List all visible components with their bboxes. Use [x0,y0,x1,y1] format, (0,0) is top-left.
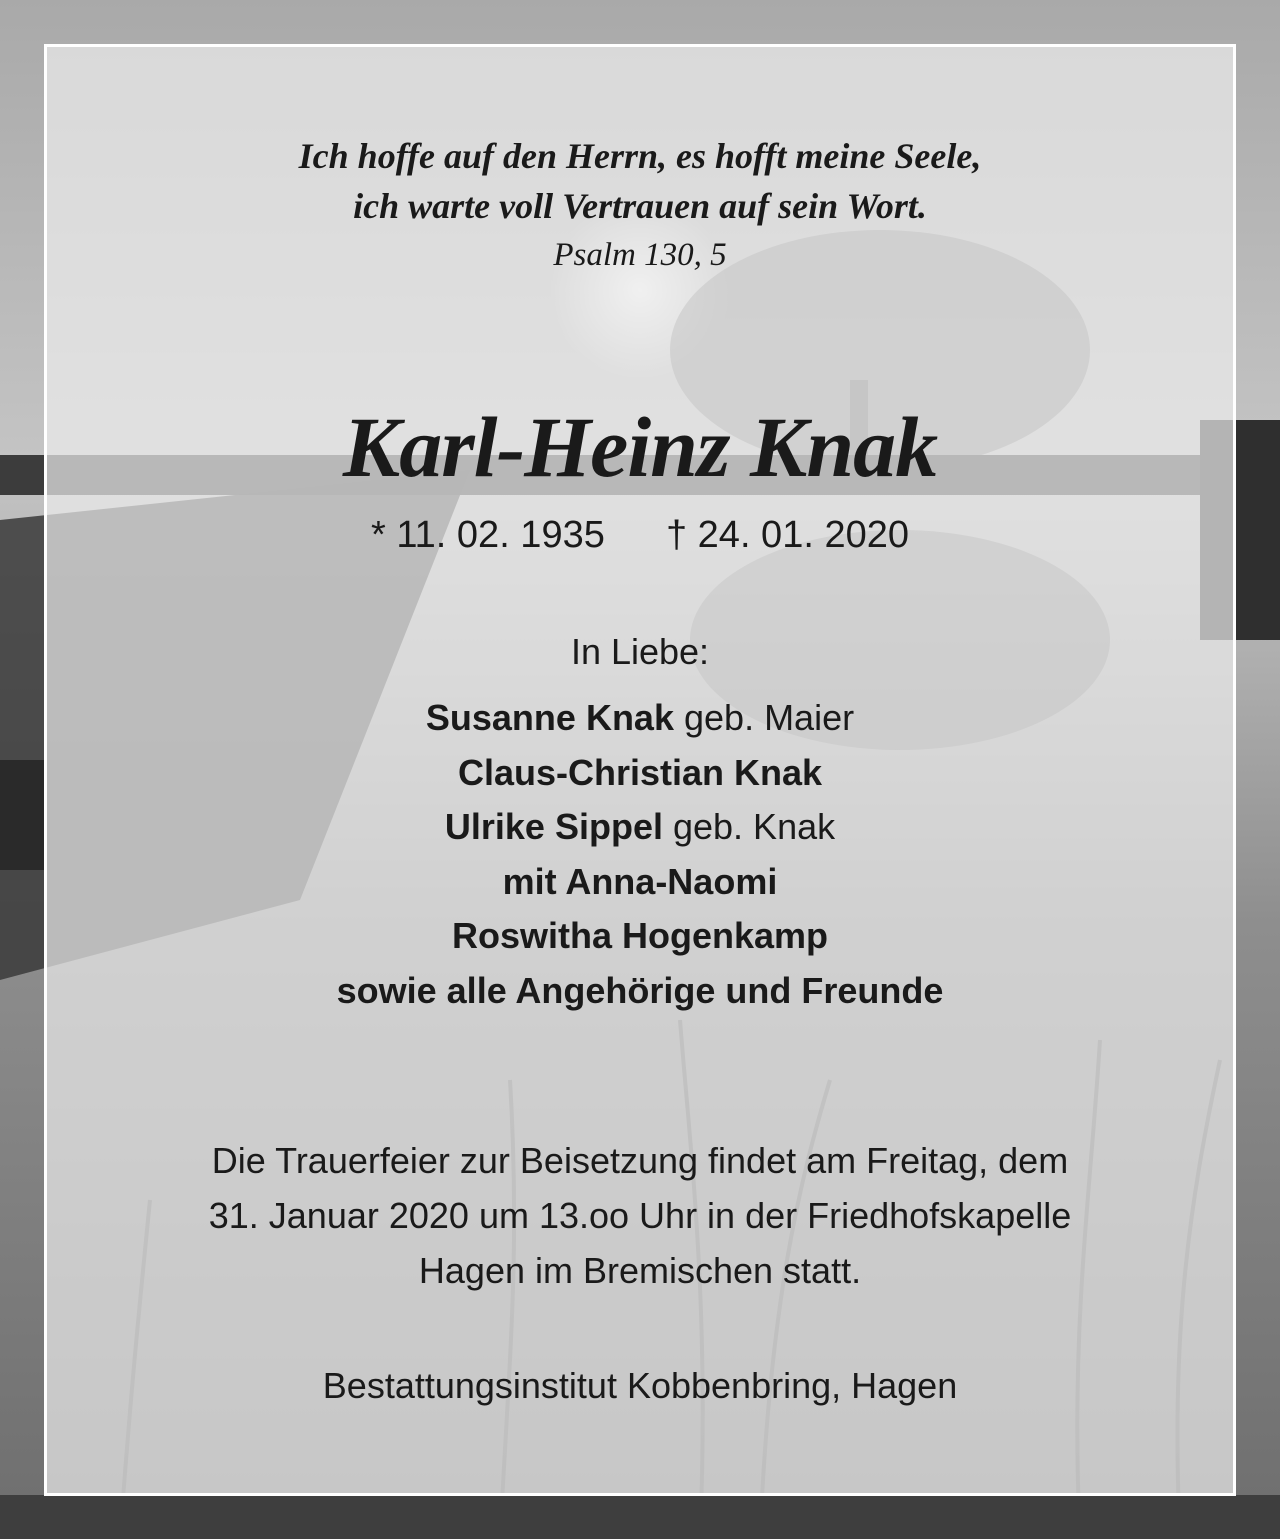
mourner-row [47,800,1233,855]
mourner-name: sowie alle Angehörige und Freunde [336,969,944,1011]
death-date: 24. 01. 2020 [697,514,909,556]
mourner-name: Susanne Knak [425,697,674,738]
obituary-panel [44,44,1236,1496]
mourner-suffix: geb. Maier [684,697,855,738]
verse-line-1: Ich hoffe auf den Herrn, es hofft meine Seele, [298,136,982,176]
deceased-name: Karl-Heinz Knak [342,399,938,495]
funeral-notice [47,1133,1233,1298]
mourner-row [47,909,1233,964]
born-symbol: * [371,514,386,556]
mourners-intro: In Liebe: [570,631,710,672]
mourner-suffix: geb. Knak [672,806,836,847]
mourner-row [47,964,1233,1019]
mourner-name: Ulrike Sippel [444,806,663,847]
mourner-row [47,746,1233,801]
notice-line-3: Hagen im Bremischen statt. [418,1250,862,1291]
mourner-name: Roswitha Hogenkamp [451,915,829,956]
mourners-list [47,691,1233,1018]
mourner-name: Claus-Christian Knak [457,751,823,793]
verse-reference: Psalm 130, 5 [553,237,727,273]
notice-line-2: 31. Januar 2020 um 13.oo Uhr in der Friedhofskapelle [208,1195,1072,1236]
verse-line-2: ich warte voll Vertrauen auf sein Wort. [353,186,927,226]
life-dates [47,512,1233,558]
mourner-row [47,855,1233,910]
birth-date: 11. 02. 1935 [396,514,605,556]
notice-line-1: Die Trauerfeier zur Beisetzung findet am Freitag, dem [211,1140,1069,1181]
funeral-home: Bestattungsinstitut Kobbenbring, Hagen [322,1365,958,1406]
mourner-row [47,691,1233,746]
mourner-name: mit Anna-Naomi [502,860,778,902]
death-symbol: † [665,514,688,556]
